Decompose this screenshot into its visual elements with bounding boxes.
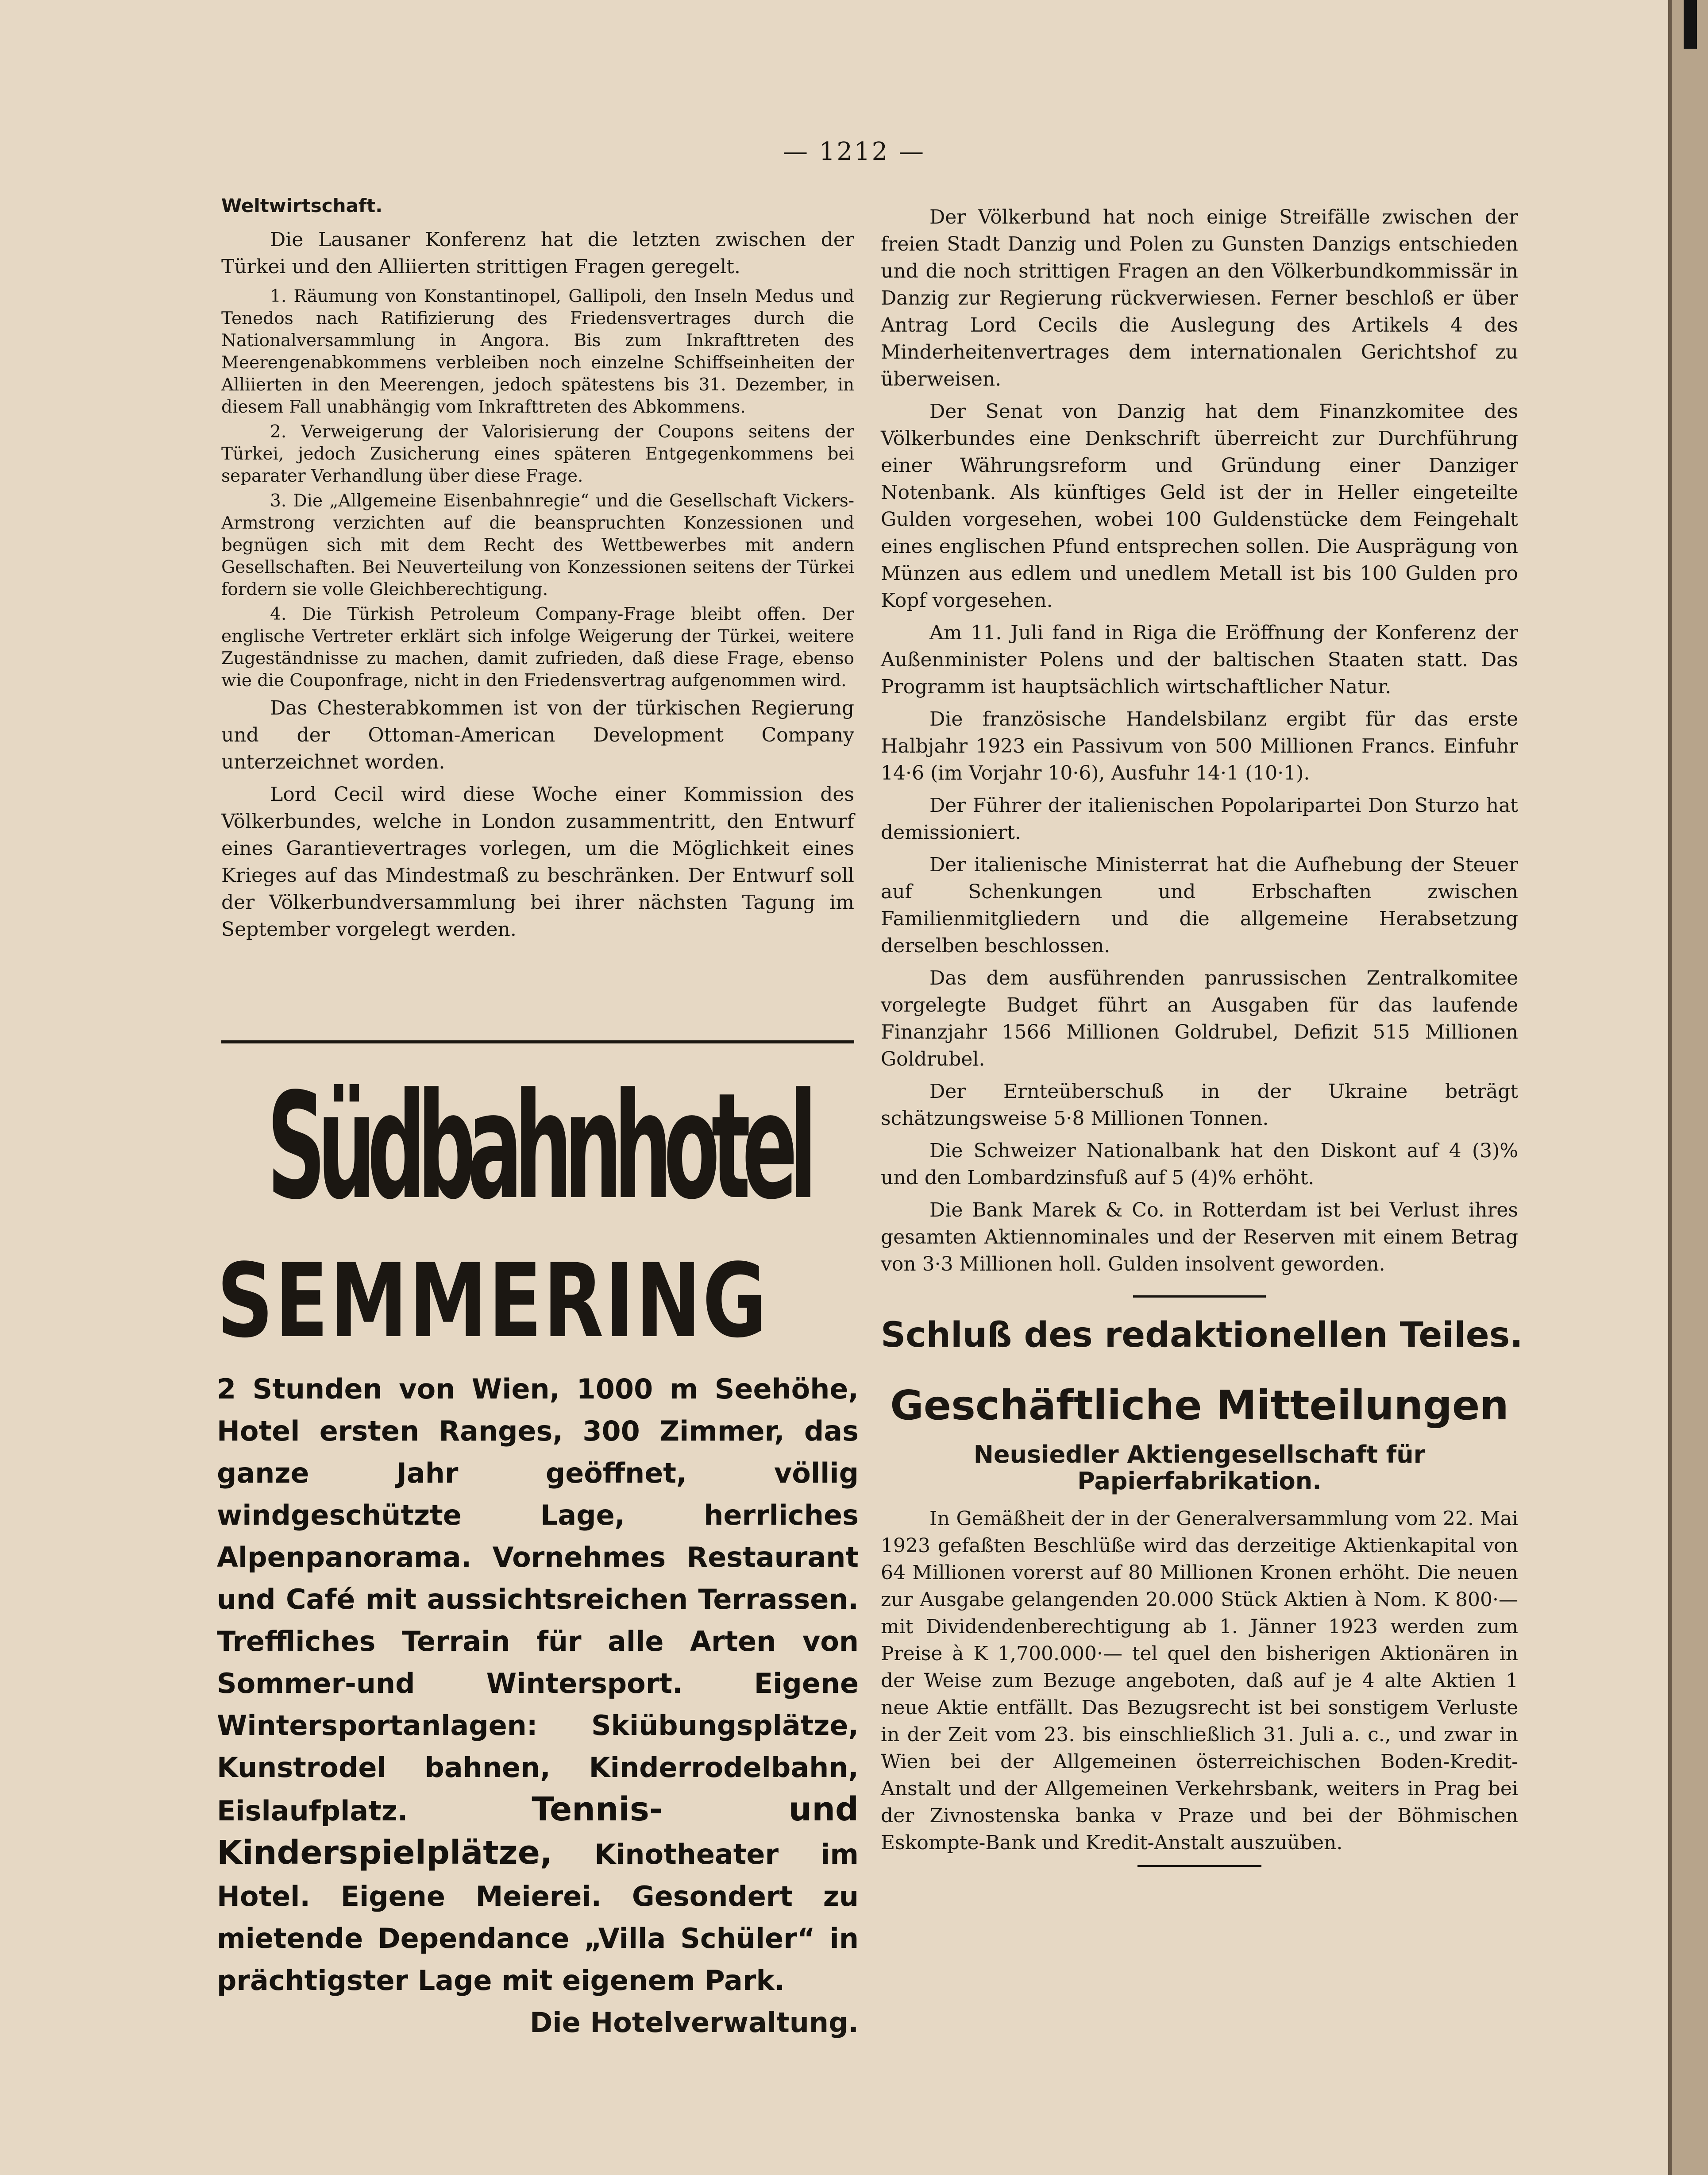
paragraph: Der italienische Ministerrat hat die Aufhebung der Steuer auf Schenkungen und Erbschaften zwischen Familienmitgliedern und die allgemeine Herabsetzung derselben beschlossen. — [881, 854, 1518, 957]
paragraph: Die Schweizer Nationalbank hat den Diskont auf 4 (3)% und den Lombardzinsfuß auf 5 (4)% erhöht. — [881, 1140, 1518, 1189]
paragraph: 2. Verweigerung der Valorisierung der Coupons seitens der Türkei, jedoch Zusicherung eines späteren Entgegenkommens bei separater Verhandlung über diese Frage. — [221, 422, 854, 486]
ad-title: Südbahnhotel — [267, 1062, 809, 1232]
corner-mark — [1684, 0, 1697, 49]
paragraph: 3. Die „Allgemeine Eisenbahnregie“ und die Gesellschaft Vickers-Armstrong verzichten auf die beanspruchten Konzessionen und begnügen sich mit dem Recht des Wettbewerbes mit andern Gesellschaften. Bei Neuverteilung von Konzessionen seitens der Türkei fordern sie volle Gleichberechtigung. — [221, 491, 854, 599]
ad-subtitle: SEMMERING — [217, 1242, 768, 1360]
paragraph: Der Ernteüberschuß in der Ukraine beträgt schätzungsweise 5·8 Millionen Tonnen. — [881, 1080, 1518, 1130]
paragraph: Der Führer der italienischen Popolaripartei Don Sturzo hat demissioniert. — [881, 794, 1518, 844]
end-of-editorial-heading: Schluß des redaktionellen Teiles. — [881, 1315, 1523, 1355]
paragraph: Das dem ausführenden panrussischen Zentralkomitee vorgelegte Budget führt an Ausgaben für das laufende Finanzjahr 1566 Millionen Goldrubel, Defizit 515 Millionen Goldrubel. — [881, 967, 1518, 1070]
hotel-advertisement — [217, 1054, 859, 2044]
company-heading: Neusiedler Aktiengesellschaft für Papierfabrikation. — [973, 1441, 1426, 1495]
divider-rule — [1137, 1865, 1261, 1867]
section-title: Weltwirtschaft. — [221, 195, 383, 216]
divider-rule — [1133, 1295, 1266, 1298]
left-column — [221, 195, 854, 948]
business-notices-heading: Geschäftliche Mitteilungen — [890, 1382, 1509, 1429]
ad-signature: Die Hotelverwaltung. — [529, 2006, 859, 2039]
right-column — [881, 204, 1523, 1867]
paragraph: Der Senat von Danzig hat dem Finanzkomitee des Völkerbundes eine Denkschrift überreicht zur Durchführung einer Währungsreform und Gründung einer Danziger Notenbank. Als künftiges Geld ist der in Heller eingeteilte Gulden vorgesehen, wobei 100 Guldenstücke dem Feingehalt eines englischen Pfund entsprechen sollen. Die Ausprägung von Münzen aus edlem und unedlem Metall ist bis 100 Gulden pro Kopf vorgesehen. — [881, 400, 1518, 612]
page-edge — [1668, 0, 1708, 2175]
paragraph: Die französische Handelsbilanz ergibt für das erste Halbjahr 1923 ein Passivum von 500 Millionen Francs. Einfuhr 14·6 (im Vorjahr 10·6), Ausfuhr 14·1 (10·1). — [881, 708, 1518, 784]
paragraph: Am 11. Juli fand in Riga die Eröffnung der Konferenz der Außenminister Polens und der baltischen Staaten statt. Das Programm ist hauptsächlich wirtschaftlicher Natur. — [881, 622, 1518, 698]
ad-body-text: Kinotheater im Hotel. Eigene Meierei. Gesondert zu mietende Dependance „Villa Schüler“ in prächtigster Lage mit eigenem Park. — [217, 1838, 859, 1997]
company-notice-text: In Gemäßheit der in der Generalversammlung vom 22. Mai 1923 gefaßten Beschlüße wird das derzeitige Aktienkapital von 64 Millionen vorerst auf 80 Millionen Kronen erhöht. Die neuen zur Ausgabe gelangenden 20.000 Stück Aktien à Nom. K 800·— mit Dividendenberechtigung ab 1. Jänner 1923 werden zum Preise à K 1,700.000·— tel quel den bisherigen Aktionären in der Weise zum Bezuge angeboten, daß auf je 4 alte Aktien 1 neue Aktie entfällt. Das Bezugsrecht ist bei sonstigem Verluste in der Zeit vom 23. bis einschließlich 31. Juli a. c., und zwar in Wien bei der Allgemeinen österreichischen Boden-Kredit-Anstalt und der Allgemeinen Verkehrsbank, weiters in Prag bei der Zivnostenska banka v Praze und bei der Böhmischen Eskompte-Bank und Kredit-Anstalt auszuüben. — [881, 1507, 1518, 1854]
ad-body-text: 2 Stunden von Wien, 1000 m Seehöhe, Hotel ersten Ranges, 300 Zimmer, das ganze Jahr geöffnet, völlig windgeschützte Lage, herrliches Alpenpanorama. Vornehmes Restaurant und Café mit aussichtsreichen Terrassen. Treffliches Terrain für alle Arten von Sommer-und Wintersport. Eigene Wintersportanlagen: Skiübungsplätze, Kunstrodel bahnen, Kinderrodelbahn, Eislaufplatz. — [217, 1373, 859, 1827]
paragraph: Lord Cecil wird diese Woche einer Kommission des Völkerbundes, welche in London zusammentritt, den Entwurf eines Garantievertrages vorlegen, um die Möglichkeit eines Krieges auf das Mindestmaß zu beschränken. Der Entwurf soll der Völkerbundversammlung bei ihrer nächsten Tagung im September vorgelegt werden. — [221, 783, 854, 941]
paragraph: Das Chesterabkommen ist von der türkischen Regierung und der Ottoman-American Development Company unterzeichnet worden. — [221, 697, 854, 773]
paragraph: 1. Räumung von Konstantinopel, Gallipoli, den Inseln Medus und Tenedos nach Ratifizierung des Friedensvertrages durch die Nationalversammlung in Angora. Bis zum Inkrafttreten des Meerengenabkommens verbleiben noch einzelne Schiffseinheiten der Alliierten in den Meerengen, jedoch spätestens bis 31. Dezember, in diesem Fall unabhängig vom Inkrafttreten des Abkommens. — [221, 286, 854, 417]
ad-body-emphasis: Tennis- und Kinderspielplätze, — [217, 1790, 859, 1872]
page-number: — 1212 — — [783, 137, 926, 166]
divider-rule — [221, 1040, 854, 1043]
paragraph: Die Lausaner Konferenz hat die letzten zwischen der Türkei und den Alliierten strittigen Fragen geregelt. — [221, 228, 854, 278]
paragraph: 4. Die Türkish Petroleum Company-Frage bleibt offen. Der englische Vertreter erklärt sich infolge Weigerung der Türkei, weitere Zugeständnisse zu machen, damit zufrieden, daß diese Frage, ebenso wie die Couponfrage, nicht in den Friedensvertrag aufgenommen wird. — [221, 604, 854, 691]
paragraph: Der Völkerbund hat noch einige Streifälle zwischen der freien Stadt Danzig und Polen zu Gunsten Danzigs entschieden und die noch strittigen Fragen an den Völkerbundkommissär in Danzig zur Regierung rückverwiesen. Ferner beschloß er über Antrag Lord Cecils die Auslegung des Artikels 4 des Minderheitenvertrages dem internationalen Gerichtshof zu überweisen. — [881, 206, 1518, 390]
paragraph: Die Bank Marek & Co. in Rotterdam ist bei Verlust ihres gesamten Aktiennominales und der Reserven mit einem Betrag von 3·3 Millionen holl. Gulden insolvent geworden. — [881, 1199, 1518, 1275]
ad-body — [217, 1368, 859, 2001]
